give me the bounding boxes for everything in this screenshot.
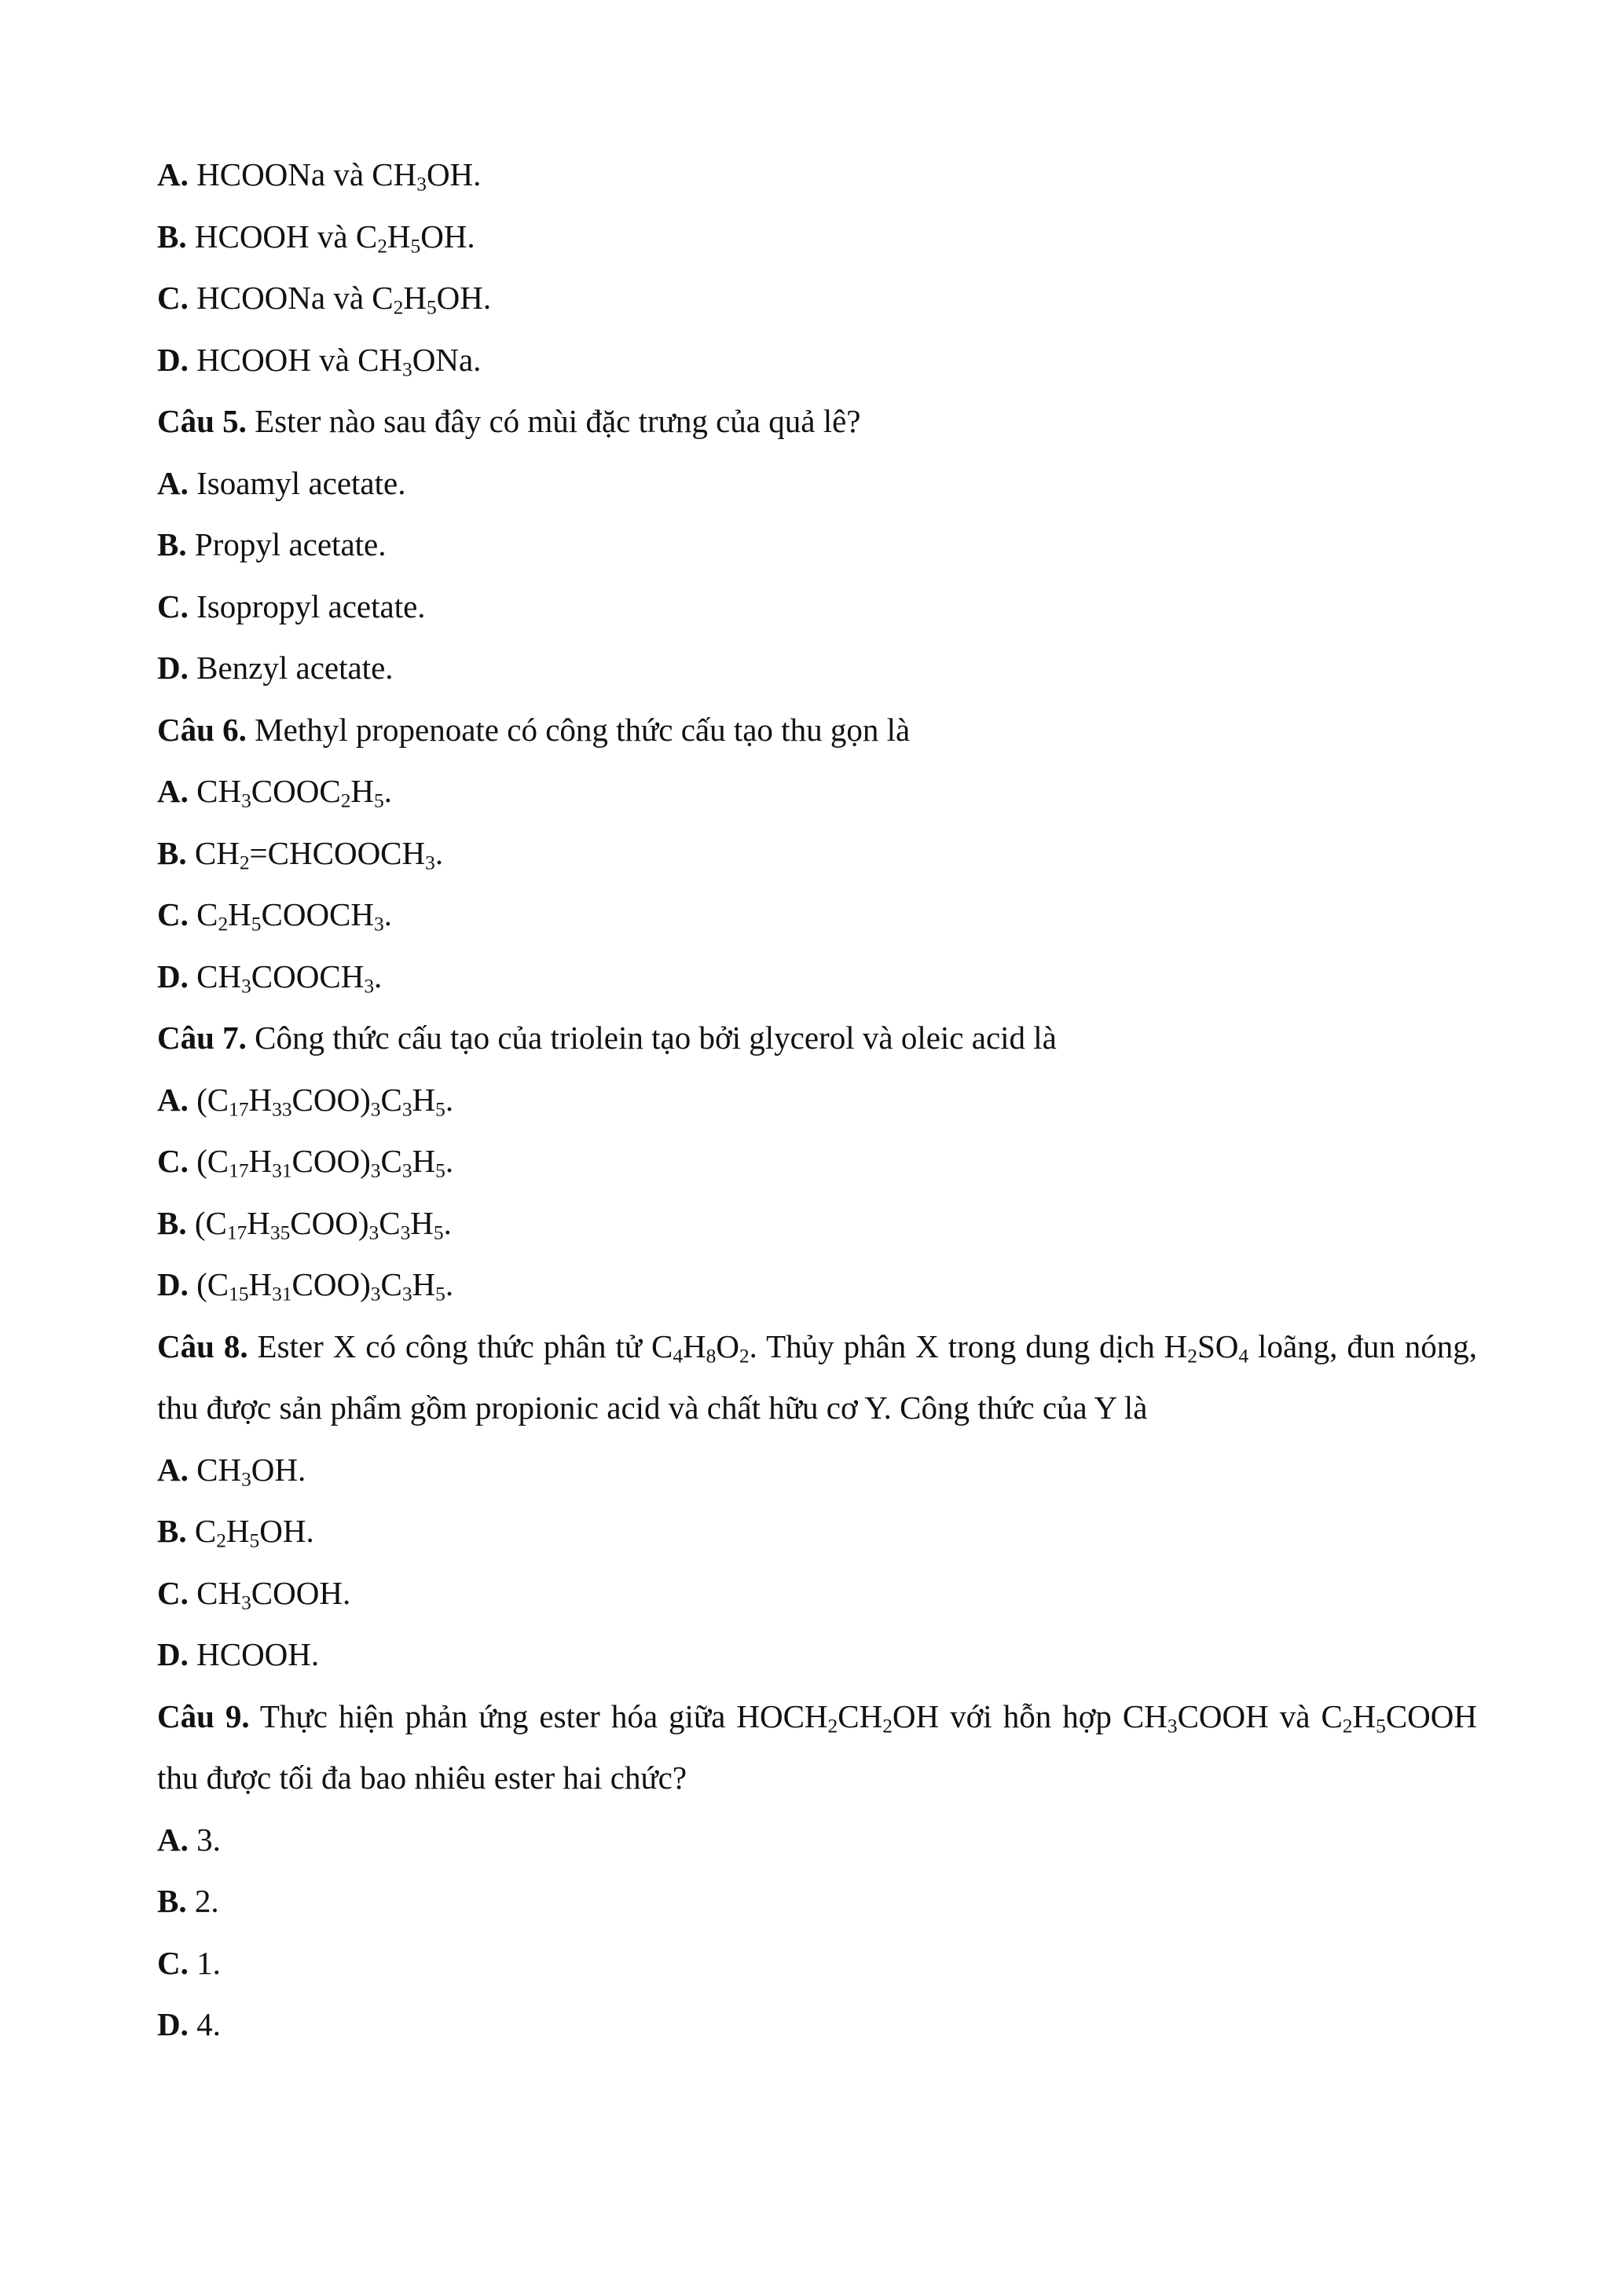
text-run: CH xyxy=(188,1451,242,1488)
item-label: C. xyxy=(157,588,189,624)
subscript: 2 xyxy=(377,234,387,257)
item-label: D. xyxy=(157,341,189,378)
answer-option xyxy=(157,1192,1477,1254)
text-run: H xyxy=(248,1081,273,1118)
item-label: B. xyxy=(157,1204,187,1241)
text-run: HCOONa và C xyxy=(188,280,394,316)
text-run: 4. xyxy=(188,2006,221,2042)
text-run: OH. xyxy=(251,1451,306,1488)
subscript: 3 xyxy=(401,1283,412,1305)
question-text xyxy=(157,390,1477,452)
text-run: C xyxy=(380,1266,402,1302)
text-run: COOH. xyxy=(251,1574,351,1611)
text-run: (C xyxy=(188,1143,229,1179)
item-label: D. xyxy=(157,958,189,994)
item-label: A. xyxy=(157,156,189,192)
subscript: 3 xyxy=(241,1591,251,1613)
answer-option xyxy=(157,1254,1477,1316)
text-run: C xyxy=(380,1081,402,1118)
answer-option xyxy=(157,1809,1477,1871)
item-label: B. xyxy=(157,218,187,255)
question-text xyxy=(157,1316,1477,1439)
answer-option xyxy=(157,267,1477,329)
text-run: H xyxy=(412,1143,436,1179)
subscript: 2 xyxy=(239,851,250,873)
subscript: 5 xyxy=(435,1097,445,1120)
subscript: 2 xyxy=(827,1714,838,1737)
answer-option xyxy=(157,329,1477,391)
item-label: Câu 6. xyxy=(157,711,247,748)
subscript: 2 xyxy=(393,296,404,319)
text-run: OH. xyxy=(259,1513,314,1549)
text-run: Benzyl acetate. xyxy=(188,650,394,686)
text-run: OH. xyxy=(436,280,492,316)
subscript: 2 xyxy=(1342,1714,1353,1737)
text-run: Ester nào sau đây có mùi đặc trưng của quả lê? xyxy=(246,403,861,439)
text-run: H xyxy=(247,1204,270,1241)
answer-option xyxy=(157,1500,1477,1562)
text-run: . Thủy phân X trong dung dịch H xyxy=(749,1327,1188,1364)
text-run: 1. xyxy=(188,1944,221,1981)
subscript: 3 xyxy=(241,789,251,812)
answer-option xyxy=(157,1069,1477,1131)
text-run: HCOOH. xyxy=(188,1636,320,1672)
answer-option xyxy=(157,760,1477,822)
text-run: H xyxy=(683,1327,706,1364)
subscript: 3 xyxy=(368,1221,379,1243)
subscript: 3 xyxy=(400,1221,411,1243)
item-label: A. xyxy=(157,1451,189,1488)
text-run: (C xyxy=(186,1204,227,1241)
subscript: 5 xyxy=(433,1221,444,1243)
text-run: H xyxy=(225,1513,250,1549)
answer-option xyxy=(157,1439,1477,1501)
subscript: 3 xyxy=(1167,1714,1178,1737)
subscript: 5 xyxy=(435,1159,445,1182)
text-run: ONa. xyxy=(412,341,482,378)
subscript: 2 xyxy=(340,789,351,812)
subscript: 2 xyxy=(1187,1344,1197,1367)
text-run: loãng, đun nóng, thu được sản phẩm gồm propionic acid và chất hữu cơ Y. Công thức của Y là xyxy=(157,1327,1478,1426)
subscript: 3 xyxy=(370,1283,381,1305)
item-label: C. xyxy=(157,1574,189,1611)
answer-option xyxy=(157,514,1477,576)
text-run: . xyxy=(445,1081,454,1118)
item-label: A. xyxy=(157,1821,189,1858)
text-run: CH xyxy=(188,1574,242,1611)
answer-option xyxy=(157,1932,1477,1994)
subscript: 5 xyxy=(1376,1714,1386,1737)
question-text xyxy=(157,1686,1477,1809)
answer-option xyxy=(157,946,1477,1008)
item-label: B. xyxy=(157,834,187,871)
text-run: C xyxy=(380,1143,402,1179)
answer-option xyxy=(157,1562,1477,1624)
item-label: Câu 5. xyxy=(157,403,247,439)
subscript: 2 xyxy=(739,1344,750,1367)
subscript: 2 xyxy=(882,1714,893,1737)
text-run: Thực hiện phản ứng ester hóa giữa HOCH xyxy=(249,1697,828,1734)
subscript: 15 xyxy=(229,1283,249,1305)
text-run: Công thức cấu tạo của triolein tạo bởi glycerol và oleic acid là xyxy=(246,1020,1057,1056)
text-run: CH xyxy=(838,1697,883,1734)
text-run: COOCH xyxy=(261,896,375,932)
text-run: HCOOH và CH xyxy=(188,341,403,378)
subscript: 5 xyxy=(410,234,421,257)
text-run: COO) xyxy=(290,1204,369,1241)
text-run: . xyxy=(445,1266,454,1302)
subscript: 3 xyxy=(425,851,435,873)
subscript: 4 xyxy=(673,1344,684,1367)
text-run: . xyxy=(383,773,392,809)
subscript: 5 xyxy=(374,789,384,812)
item-label: D. xyxy=(157,2006,189,2042)
subscript: 3 xyxy=(241,974,251,997)
text-run: 2. xyxy=(186,1883,219,1919)
item-label: C. xyxy=(157,896,189,932)
text-run: CH xyxy=(188,773,242,809)
text-run: HCOOH và C xyxy=(186,218,378,255)
item-label: B. xyxy=(157,1513,187,1549)
answer-option xyxy=(157,144,1477,206)
item-label: C. xyxy=(157,1143,189,1179)
subscript: 35 xyxy=(269,1221,291,1243)
text-run: H xyxy=(350,773,375,809)
text-run: C xyxy=(379,1204,401,1241)
item-label: A. xyxy=(157,464,189,501)
subscript: 2 xyxy=(216,1529,226,1552)
answer-option xyxy=(157,1130,1477,1192)
text-run: H xyxy=(228,896,251,932)
answer-option xyxy=(157,1624,1477,1686)
answer-option xyxy=(157,1870,1477,1932)
subscript: 3 xyxy=(416,173,427,196)
text-run: =CHCOOCH xyxy=(249,834,426,871)
text-run: COOCH xyxy=(251,958,365,994)
text-run: Isoamyl acetate. xyxy=(188,464,406,501)
question-text xyxy=(157,1007,1477,1069)
subscript: 17 xyxy=(229,1159,249,1182)
text-run: SO xyxy=(1197,1327,1239,1364)
text-run: Methyl propenoate có công thức cấu tạo thu gọn là xyxy=(246,711,911,748)
text-run: H xyxy=(403,280,427,316)
subscript: 31 xyxy=(272,1159,292,1182)
answer-option xyxy=(157,822,1477,884)
subscript: 17 xyxy=(226,1221,247,1243)
text-run: H xyxy=(1352,1697,1377,1734)
subscript: 3 xyxy=(241,1467,251,1490)
text-run: . xyxy=(374,958,383,994)
text-run: OH với hỗn hợp CH xyxy=(892,1697,1168,1734)
text-run: COO) xyxy=(291,1081,371,1118)
item-label: C. xyxy=(157,280,189,316)
text-run: . xyxy=(383,896,392,932)
item-label: A. xyxy=(157,1081,189,1118)
text-run: H xyxy=(248,1143,273,1179)
item-label: B. xyxy=(157,1883,187,1919)
subscript: 31 xyxy=(272,1283,292,1305)
text-run: H xyxy=(410,1204,434,1241)
text-run: COO) xyxy=(291,1266,371,1302)
text-run: C xyxy=(186,1513,217,1549)
text-run: COOC xyxy=(251,773,341,809)
answer-option xyxy=(157,576,1477,638)
answer-option xyxy=(157,1994,1477,2056)
text-run: O xyxy=(716,1327,739,1364)
subscript: 3 xyxy=(370,1097,381,1120)
subscript: 3 xyxy=(364,974,375,997)
item-label: D. xyxy=(157,1266,189,1302)
subscript: 3 xyxy=(402,357,412,380)
text-run: Ester X có công thức phân tử C xyxy=(247,1327,673,1364)
text-run: CH xyxy=(186,834,240,871)
text-run: HCOONa và CH xyxy=(188,156,417,192)
answer-option xyxy=(157,637,1477,699)
subscript: 2 xyxy=(218,913,229,936)
subscript: 3 xyxy=(374,913,384,936)
answer-option xyxy=(157,884,1477,946)
answer-option xyxy=(157,206,1477,268)
text-run: . xyxy=(443,1204,452,1241)
subscript: 3 xyxy=(401,1159,412,1182)
subscript: 3 xyxy=(401,1097,412,1120)
subscript: 5 xyxy=(251,913,262,936)
text-run: H xyxy=(387,218,411,255)
text-run: COOH và C xyxy=(1177,1697,1343,1734)
item-label: A. xyxy=(157,773,189,809)
item-label: Câu 8. xyxy=(157,1327,248,1364)
subscript: 33 xyxy=(272,1097,292,1120)
text-run: COOH thu được tối đa bao nhiêu ester hai chức? xyxy=(157,1697,1477,1796)
text-run: . xyxy=(434,834,444,871)
text-run: COO) xyxy=(291,1143,371,1179)
item-label: D. xyxy=(157,1636,189,1672)
text-run: OH. xyxy=(426,156,482,192)
answer-option xyxy=(157,452,1477,514)
subscript: 5 xyxy=(426,296,437,319)
text-run: (C xyxy=(188,1266,229,1302)
text-run: (C xyxy=(188,1081,229,1118)
text-run: H xyxy=(412,1081,436,1118)
text-run: Isopropyl acetate. xyxy=(188,588,426,624)
item-label: Câu 7. xyxy=(157,1020,247,1056)
subscript: 4 xyxy=(1238,1344,1249,1367)
item-label: D. xyxy=(157,650,189,686)
text-run: H xyxy=(412,1266,436,1302)
item-label: C. xyxy=(157,1944,189,1981)
question-text xyxy=(157,699,1477,761)
item-label: Câu 9. xyxy=(157,1697,250,1734)
text-run: 3. xyxy=(188,1821,221,1858)
subscript: 5 xyxy=(435,1283,445,1305)
item-label: B. xyxy=(157,526,187,562)
text-run: H xyxy=(248,1266,273,1302)
subscript: 5 xyxy=(249,1529,260,1552)
text-run: C xyxy=(188,896,218,932)
subscript: 8 xyxy=(706,1344,717,1367)
text-run: CH xyxy=(188,958,242,994)
subscript: 17 xyxy=(229,1097,249,1120)
text-run: . xyxy=(445,1143,454,1179)
text-run: Propyl acetate. xyxy=(186,526,387,562)
document-page xyxy=(157,144,1477,2056)
text-run: OH. xyxy=(420,218,475,255)
subscript: 3 xyxy=(370,1159,381,1182)
